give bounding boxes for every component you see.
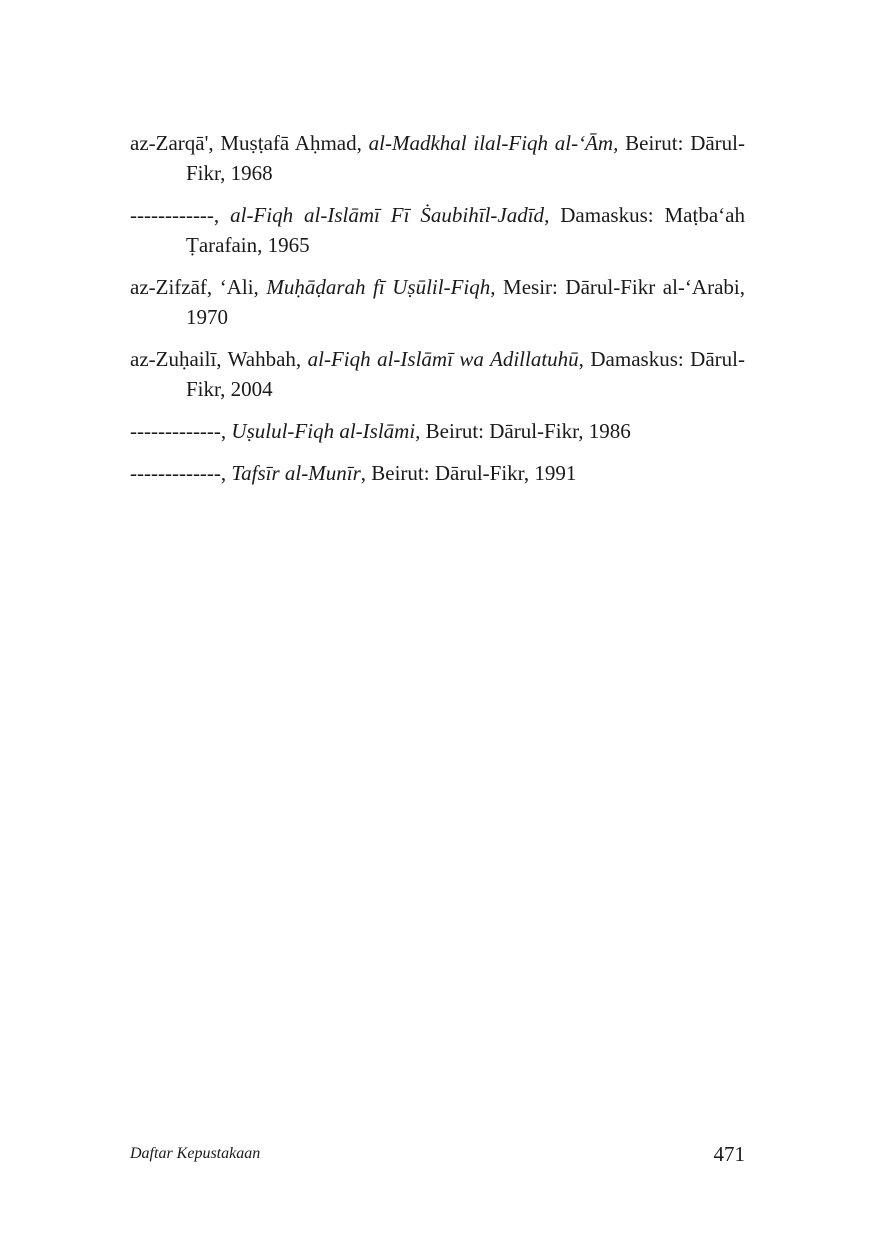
entry-author: az-Zifzāf, ‘Ali, — [130, 275, 267, 299]
entry-publication: , Damaskus: Dārul-Fikr, 2004 — [186, 347, 745, 401]
entry-title: al-Madkhal ilal-Fiqh al-‘Ām, — [368, 131, 619, 155]
entry-publication: , Beirut: Dārul-Fikr, 1991 — [360, 461, 577, 485]
entry-author: az-Zuḥailī, Wahbah, — [130, 347, 308, 371]
entry-publication: , Damaskus: Maṭba‘ah Ṭarafain, 1965 — [186, 203, 745, 257]
bibliography-entry — [130, 272, 745, 332]
entry-author: -------------, — [130, 419, 232, 443]
entry-author: az-Zarqā', Muṣṭafā Aḥmad, — [130, 131, 369, 155]
bibliography-list — [130, 128, 745, 500]
bibliography-entry — [130, 458, 745, 488]
footer-section-title: Daftar Kepustakaan — [130, 1145, 261, 1162]
entry-title: al-Fiqh al-Islāmī wa Adillatuhū — [307, 347, 579, 371]
page-number: 471 — [713, 1142, 745, 1166]
entry-title: Muḥāḍarah fī Uṣūlil-Fiqh, — [266, 275, 496, 299]
entry-author: -------------, — [130, 461, 232, 485]
entry-publication: Mesir: Dārul-Fikr al-‘Arabi, 1970 — [186, 275, 745, 329]
bibliography-entry — [130, 128, 745, 188]
bibliography-entry — [130, 344, 745, 404]
entry-title: al-Fiqh al-Islāmī Fī Ṡaubihīl-Jadīd — [230, 203, 545, 227]
entry-title: Uṣulul-Fiqh al-Islāmi, — [231, 419, 421, 443]
entry-title: Tafsīr al-Munīr — [231, 461, 361, 485]
entry-publication: Beirut: Dārul-Fikr, 1986 — [420, 419, 631, 443]
entry-author: ------------, — [130, 203, 231, 227]
bibliography-entry — [130, 416, 745, 446]
bibliography-entry — [130, 200, 745, 260]
entry-publication: Beirut: Dārul-Fikr, 1968 — [186, 131, 746, 185]
